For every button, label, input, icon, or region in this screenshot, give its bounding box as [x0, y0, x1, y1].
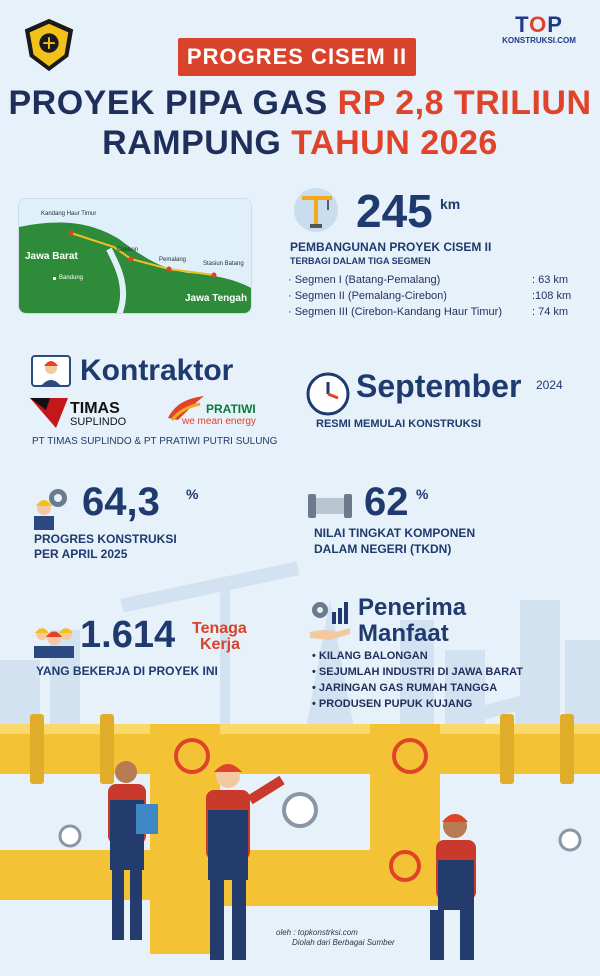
- map-label-jawa-barat: Jawa Barat: [25, 251, 78, 262]
- contractor-title: Kontraktor: [80, 354, 234, 387]
- workers-caption: YANG BEKERJA DI PROYEK INI: [36, 664, 218, 678]
- topkonstruksi-logo: TOP KONSTRUKSI.COM: [502, 12, 576, 45]
- timas-logo-subtext: SUPLINDO: [70, 416, 127, 428]
- tkdn-caption-1: NILAI TINGKAT KOMPONEN: [314, 526, 476, 540]
- beneficiaries-title-1: Penerima: [358, 594, 467, 621]
- footer-source: Diolah dari Berbagai Sumber: [292, 938, 395, 947]
- pratiwi-logo-tagline: we mean energy: [182, 416, 256, 427]
- worker-gear-icon: [28, 486, 72, 530]
- tkdn-caption-2: DALAM NEGERI (TKDN): [314, 542, 452, 556]
- length-value: 245: [356, 185, 433, 237]
- tkdn-value: 62: [364, 480, 409, 524]
- crane-icon: [292, 186, 340, 234]
- beneficiary-item: • JARINGAN GAS RUMAH TANGGA: [312, 682, 498, 694]
- workers-label-1: Tenaga: [192, 620, 247, 637]
- tkdn-unit: %: [416, 486, 429, 502]
- route-map: [18, 198, 252, 314]
- clock-icon: [306, 372, 350, 416]
- workers-icon: [30, 622, 78, 658]
- map-label-cirebon: Cirebon: [117, 247, 139, 253]
- beneficiary-item: • KILANG BALONGAN: [312, 650, 428, 662]
- progress-unit: %: [186, 486, 199, 502]
- start-caption: RESMI MEMULAI KONSTRUKSI: [316, 418, 481, 430]
- map-label-batang: Stasiun Batang: [203, 261, 244, 267]
- map-label-pemalang: Pemalang: [159, 257, 187, 263]
- segment-row: · Segmen II (Pemalang-Cirebon) :108 km: [288, 290, 572, 302]
- title-line-1: PROYEK PIPA GAS RP 2,8 TRILIUN: [8, 84, 592, 122]
- pipe-icon: [306, 490, 354, 522]
- map-label-jawa-tengah: Jawa Tengah: [185, 293, 248, 304]
- start-month: September: [356, 368, 522, 404]
- title-line-2: RAMPUNG TAHUN 2026: [102, 124, 498, 162]
- segment-row: · Segmen III (Cirebon-Kandang Haur Timur) : 74 km: [288, 306, 569, 318]
- length-subheading: TERBAGI DALAM TIGA SEGMEN: [290, 256, 431, 266]
- length-unit: km: [440, 196, 461, 212]
- timas-logo-text: TIMAS: [70, 400, 120, 417]
- beneficiary-item: • SEJUMLAH INDUSTRI DI JAWA BARAT: [312, 666, 524, 678]
- ministry-emblem-logo: [20, 16, 78, 74]
- progress-caption-2: PER APRIL 2025: [34, 547, 128, 561]
- beneficiary-item: • PRODUSEN PUPUK KUJANG: [312, 698, 473, 710]
- workers-label-2: Kerja: [200, 636, 241, 653]
- start-year: 2024: [536, 378, 563, 392]
- contractor-icon: [30, 352, 72, 394]
- map-label-bandung: Bandung: [59, 275, 84, 281]
- footer-by: oleh : topkonstrksi.com: [276, 928, 358, 937]
- segment-row: · Segmen I (Batang-Pemalang) : 63 km: [288, 274, 569, 286]
- progress-caption-1: PROGRES KONSTRUKSI: [34, 532, 177, 546]
- beneficiaries-title-2: Manfaat: [358, 620, 449, 647]
- contractor-caption: PT TIMAS SUPLINDO & PT PRATIWI PUTRI SULUNG: [32, 436, 278, 447]
- growth-hand-icon: [306, 598, 354, 642]
- progress-value: 64,3: [82, 480, 160, 524]
- map-label-kandang: Kandang Haur Timur: [41, 211, 97, 217]
- timas-logo-mark: [30, 398, 68, 428]
- pratiwi-logo-text: PRATIWI: [206, 402, 256, 416]
- workers-value: 1.614: [80, 614, 176, 656]
- length-heading: PEMBANGUNAN PROYEK CISEM II: [290, 240, 492, 254]
- banner-label: PROGRES CISEM II: [178, 38, 416, 76]
